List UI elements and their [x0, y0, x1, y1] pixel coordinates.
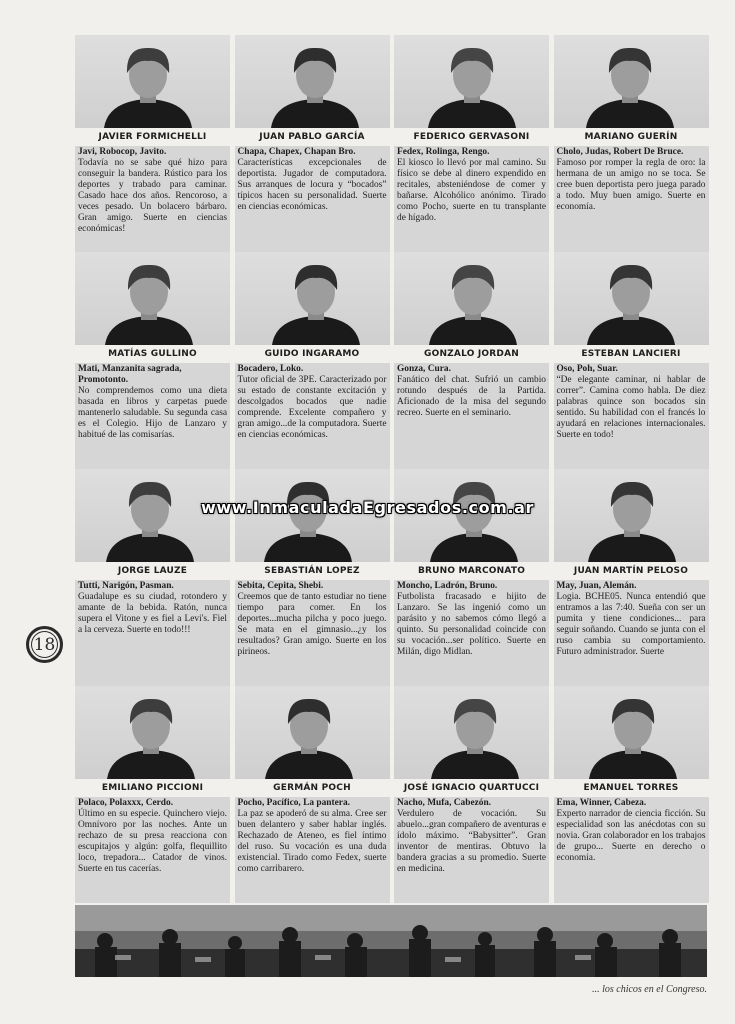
portrait-shoulders — [265, 750, 353, 779]
student-card — [394, 686, 549, 903]
student-description: Último en su especie. Quinchero viejo. Omnívoro por las noches. Ante un rechazo de su presa reacciona con escupitajos y algún: golfa, flequillito loco, trepadora... Catador de vinos. Suerte en tus cacerías. — [78, 809, 227, 874]
portrait-shoulders — [106, 533, 194, 562]
student-photo — [554, 35, 709, 128]
student-blurb — [75, 580, 230, 686]
portrait-shoulders — [430, 533, 518, 562]
student-nicknames: Cholo, Judas, Robert De Bruce. — [556, 147, 684, 157]
student-description: Famoso por romper la regla de oro: la hermana de un amigo no se toca. Se cree buen deportista pero juega parado a todo. Muy buen amigo. Suerte en economía. — [556, 158, 706, 212]
portrait-shoulders — [428, 99, 516, 128]
student-description: Características excepcionales de deportista. Jugador de computadora. Sus arranques de locura y “bocados” típicos hacen su personalidad. Suerte en ciencias económicas. — [237, 158, 387, 212]
student-nicknames: Javi, Robocop, Javito. — [78, 147, 167, 157]
student-nicknames: Ema, Winner, Cabeza. — [556, 798, 647, 808]
site-watermark: www.InmaculadaEgresados.com.ar — [200, 498, 535, 517]
student-photo — [394, 252, 549, 345]
student-description: Experto narrador de ciencia ficción. Su especialidad son las anécdotas con su novia. Gran colaborador en los trabajos de grupo... Suerte en derecho o economía. — [556, 809, 706, 863]
student-description: Creemos que de tanto estudiar no tiene tiempo para comer. En los deportes...mucha pilcha y poco juego. Se mata en el gimnasio...¿y los resultados? Gran amigo. Suerte en los pirineos. — [237, 592, 387, 657]
portrait-silhouette-icon — [75, 35, 230, 128]
student-photo — [75, 686, 230, 779]
student-name: GONZALO JORDAN — [424, 349, 519, 359]
student-card — [394, 252, 549, 469]
student-description: Futbolista fracasado e hijito de Lanzaro. Se las ingenió como un parásito y no sabemos cómo llegó a quinto. Su personalidad coincide con su vocación...ser político. Suerte en Milán, digo Midlan. — [397, 592, 546, 657]
student-nicknames: Fedex, Rolinga, Rengo. — [397, 147, 490, 157]
student-photo — [235, 35, 390, 128]
portrait-shoulders — [431, 750, 519, 779]
student-name: JUAN MARTÍN PELOSO — [573, 566, 689, 576]
student-nicknames: Polaco, Polaxxx, Cerdo. — [78, 798, 174, 808]
student-card — [235, 35, 390, 252]
group-photo-caption: ... los chicos en el Congreso. — [592, 984, 707, 995]
student-nicknames: May, Juan, Alemán. — [556, 581, 637, 591]
student-photo — [394, 686, 549, 779]
group-photo-scene — [75, 905, 707, 977]
student-name: JUAN PABLO GARCÍA — [259, 132, 365, 142]
student-nicknames: Gonza, Cura. — [397, 364, 451, 374]
student-description: Guadalupe es su ciudad, rotondero y amante de la bebida. Ratón, nunca supera el Vitone y es fiel a Levi's. Fiel a la cerveza. Suerte en todo!!! — [78, 592, 227, 635]
student-name: JAVIER FORMICHELLI — [98, 132, 207, 142]
portrait-silhouette-icon — [394, 252, 549, 345]
student-blurb — [554, 146, 709, 252]
student-nicknames: Nacho, Mufa, Cabezón. — [397, 798, 492, 808]
student-nicknames: Pocho, Pacífico, La pantera. — [237, 798, 350, 808]
portrait-silhouette-icon — [554, 35, 709, 128]
student-blurb — [554, 580, 709, 686]
student-name: JORGE LAUZE — [117, 566, 188, 576]
portrait-shoulders — [105, 316, 193, 345]
portrait-shoulders — [271, 99, 359, 128]
student-name: SEBASTIÁN LOPEZ — [264, 566, 360, 576]
student-photo — [235, 252, 390, 345]
portrait-shoulders — [587, 316, 675, 345]
student-blurb — [554, 797, 709, 903]
student-blurb — [75, 797, 230, 903]
student-description: La paz se apoderó de su alma. Cree ser buen delantero y saber hablar inglés. Rechazado de Ateneo, es fiel íntimo del ruso. Su vocación es una duda existencial. Tirado como Fedex, suerte como carribarero. — [237, 809, 387, 874]
student-blurb — [235, 146, 390, 252]
student-card — [235, 686, 390, 903]
student-description: El kiosco lo llevó por mal camino. Su físico se debe al dinero expendido en recitales, absteniéndose de comer y bañarse. Alcohólico anónimo. Tirado como Pocho, suerte en tu transplante de hígado. — [397, 158, 546, 223]
student-card — [554, 35, 709, 252]
student-nicknames: Tutti, Narigón, Pasman. — [78, 581, 174, 591]
student-name: BRUNO MARCONATO — [417, 566, 526, 576]
student-photo — [75, 35, 230, 128]
portrait-silhouette-icon — [235, 686, 390, 779]
student-nicknames: Sebita, Cepita, Shebi. — [237, 581, 324, 591]
student-photo — [554, 252, 709, 345]
student-nicknames: Chapa, Chapex, Chapan Bro. — [237, 147, 356, 157]
student-description: No comprendemos como una dieta basada en libros y carpetas puede mantenerlo saludable. Su segunda casa es el Colegio. Hijo de Lanzaro y habitué de las comisarías. — [78, 386, 227, 440]
student-name: EMANUEL TORRES — [583, 783, 679, 793]
student-card — [554, 686, 709, 903]
portrait-shoulders — [264, 533, 352, 562]
student-name: EMILIANO PICCIONI — [101, 783, 204, 793]
portrait-shoulders — [104, 99, 192, 128]
student-blurb — [394, 146, 549, 252]
student-nicknames: Bocadero, Loko. — [237, 364, 304, 374]
student-name: ESTEBAN LANCIERI — [581, 349, 681, 359]
student-card — [554, 252, 709, 469]
portrait-silhouette-icon — [235, 252, 390, 345]
portrait-silhouette-icon — [235, 35, 390, 128]
student-card — [75, 35, 230, 252]
student-nicknames: Moncho, Ladrón, Bruno. — [397, 581, 498, 591]
portrait-silhouette-icon — [394, 686, 549, 779]
student-name: MATÍAS GULLINO — [108, 349, 197, 359]
student-blurb — [554, 363, 709, 469]
portrait-shoulders — [586, 99, 674, 128]
portrait-silhouette-icon — [554, 686, 709, 779]
student-description: “De elegante caminar, ni hablar de correr”. Camina como habla. De diez palabras quince son bocados sin sentido. Su habilidad con el francés lo ayudará en relaciones internacionales. Suerte en todo! — [556, 375, 706, 440]
student-blurb — [394, 363, 549, 469]
student-description: Logia. BCHE05. Nunca entendió que entramos a las 7:40. Sueña con ser un pumita y tiene condiciones... para seguir soñando. Cuando se junta con el ruso cambia su comportamiento. Futuro administrador. Suerte — [556, 592, 706, 657]
portrait-silhouette-icon — [75, 686, 230, 779]
student-description: Fanático del chat. Sufrió un cambio rotundo después de la Partida. Aficionado de la misa del segundo recreo. Suerte en el seminario. — [397, 375, 546, 418]
student-blurb — [394, 797, 549, 903]
student-description: Verdulero de vocación. Su abuelo...gran compañero de aventuras e ídolo máximo. “Babysitter”. Gran inventor de mentiras. Obtuvo la bandera gracias a su promedio. Suerte en medicina. — [397, 809, 546, 874]
student-name: GUIDO INGARAMO — [264, 349, 360, 359]
student-card — [394, 35, 549, 252]
student-blurb — [235, 363, 390, 469]
portrait-shoulders — [589, 750, 677, 779]
student-description: Todavía no se sabe qué hizo para conseguir la bandera. Rústico para los deportes y trabado para caminar. Casado hace dos años. Rencoroso, a veces pesado. Un bolacero bárbaro. Gran amigo. Suerte en ciencias económicas! — [78, 158, 227, 234]
portrait-shoulders — [107, 750, 195, 779]
student-description: Tutor oficial de 3PE. Caracterizado por su estado de constante excitación y descolgados bocados que nadie comprende. Excelente compañero y gran amigo...de la computadora. Suerte en ciencias económicas. — [237, 375, 387, 440]
student-blurb — [394, 580, 549, 686]
portrait-silhouette-icon — [394, 35, 549, 128]
student-card — [235, 252, 390, 469]
student-card — [75, 252, 230, 469]
portrait-shoulders — [429, 316, 517, 345]
portrait-silhouette-icon — [75, 252, 230, 345]
student-photo — [75, 252, 230, 345]
student-nicknames: Mati, Manzanita sagrada, Promotonto. — [78, 364, 182, 385]
portrait-shoulders — [588, 533, 676, 562]
student-nicknames: Oso, Poh, Suar. — [556, 364, 618, 374]
student-blurb — [75, 146, 230, 252]
portrait-shoulders — [272, 316, 360, 345]
group-photo — [75, 905, 707, 977]
student-blurb — [235, 797, 390, 903]
student-name: JOSÉ IGNACIO QUARTUCCI — [403, 783, 540, 793]
student-card — [75, 686, 230, 903]
student-blurb — [75, 363, 230, 469]
portrait-silhouette-icon — [554, 252, 709, 345]
student-grid — [75, 35, 707, 903]
student-photo — [235, 686, 390, 779]
student-name: MARIANO GUERÍN — [584, 132, 678, 142]
student-name: GERMÁN POCH — [273, 783, 351, 793]
page-number-badge: 18 — [26, 626, 63, 663]
student-photo — [554, 686, 709, 779]
student-blurb — [235, 580, 390, 686]
student-name: FEDERICO GERVASONI — [413, 132, 530, 142]
student-photo — [394, 35, 549, 128]
